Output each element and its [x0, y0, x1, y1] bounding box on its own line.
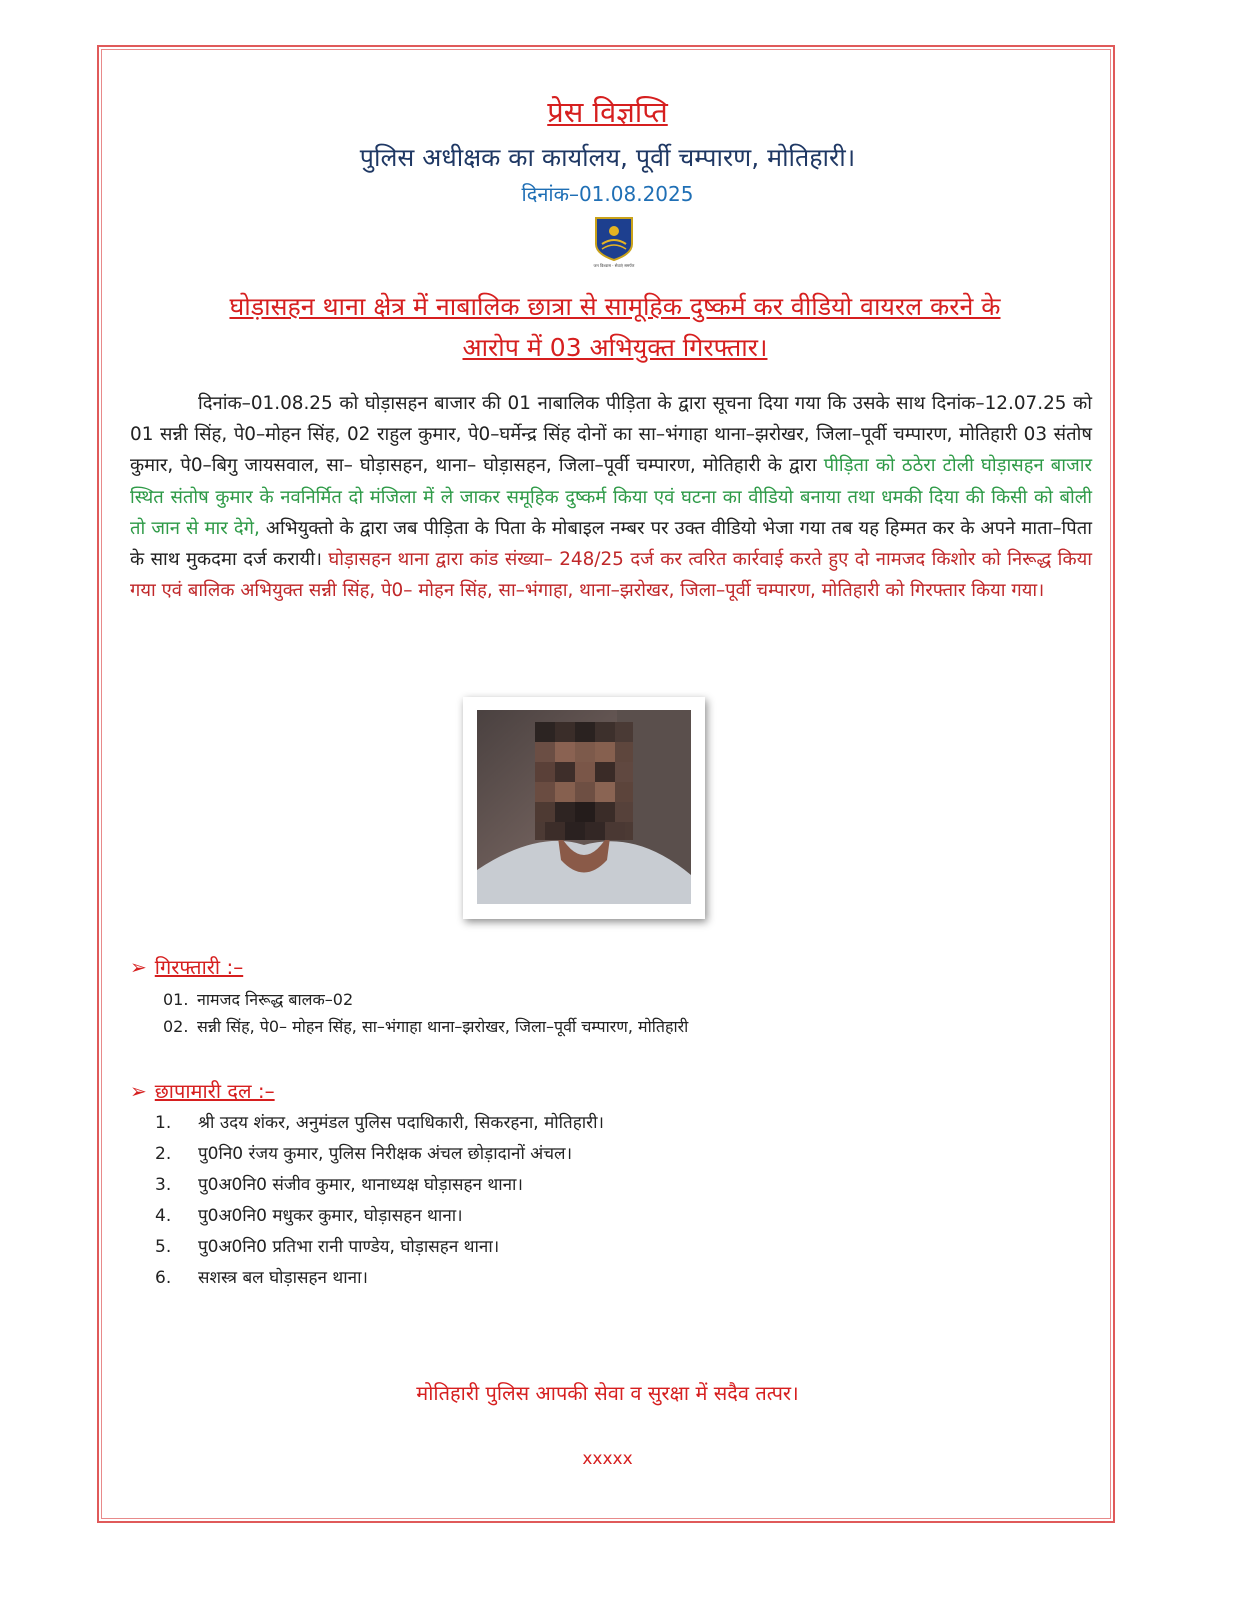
headline-line-1: घोड़ासहन थाना क्षेत्र में नाबालिक छात्रा से सामूहिक दुष्कर्म कर वीडियो वायरल करने के	[229, 292, 1001, 321]
raid-team-section-heading: ➢ छापामारी दल :–	[130, 1079, 275, 1103]
list-item: 02. सन्नी सिंह, पे0– मोहन सिंह, सा–भंगाहा थाना–झरोखर, जिला–पूर्वी चम्पारण, मोतिहारी	[163, 1017, 689, 1036]
headline	[130, 286, 1100, 368]
arrest-list	[163, 986, 688, 1040]
headline-line-2: आरोप में 03 अभियुक्त गिरफ्तार।	[462, 333, 768, 362]
arrow-bullet-icon: ➢	[130, 955, 147, 979]
raid-team-list	[155, 1108, 604, 1294]
body-part-1: दिनांक–01.08.25 को घोड़ासहन बाजार की 01 नाबालिक पीड़िता के द्वारा सूचना दिया गया कि उसके साथ दिनांक–12.07.25 को 01 सन्नी सिंह, पे0–मोहन सिंह, 02 राहुल कुमार, पे0–घर्मेन्द्र सिंह दोनों का सा–भंगाहा थाना–झरोखर, जिला–पूर्वी चम्पारण, मोतिहारी 03 संतोष कुमार, पे0–बिगु जायसवाल, सा– घोड़ासहन, थाना– घोड़ासहन, जिला–पूर्वी चम्पारण, मोतिहारी के द्वारा	[130, 393, 1092, 477]
arrest-section-heading: ➢ गिरफ्तारी :–	[130, 955, 244, 979]
list-item: 1. श्री उदय शंकर, अनुमंडल पुलिस पदाधिकारी, सिकरहना, मोतिहारी।	[155, 1113, 604, 1133]
list-item: 4. पु0अ0नि0 मधुकर कुमार, घोड़ासहन थाना।	[155, 1206, 463, 1226]
accused-photo	[463, 697, 705, 919]
body-part-4: घोड़ासहन थाना द्वारा कांड संख्या– 248/25 दर्ज कर त्वरित कार्रवाई करते हुए दो नामजद किशोर को निरूद्ध किया गया एवं बालिक अभियुक्त सन्नी सिंह, पे0– मोहन सिंह, सा–भंगाहा, थाना–झरोखर, जिला–पूर्वी चम्पारण, मोतिहारी को गिरफ्तार किया गया।	[130, 549, 1092, 602]
blurred-face-image	[477, 710, 691, 904]
footer-slogan: मोतिहारी पुलिस आपकी सेवा व सुरक्षा में सदैव तत्पर।	[416, 1381, 799, 1405]
list-item: 2. पु0नि0 रंजय कुमार, पुलिस निरीक्षक अंचल छोड़ादानों अंचल।	[155, 1144, 573, 1164]
arrow-bullet-icon: ➢	[130, 1079, 147, 1103]
press-release-title: प्रेस विज्ञप्ति	[547, 95, 668, 129]
body-part-3: अभियुक्तो के द्वारा जब पीड़िता के पिता के मोबाइल नम्बर पर उक्त वीडियो भेजा गया तब यह हिम्मत कर के अपने माता–पिता के साथ मुकदमा दर्ज करायी।	[130, 517, 1092, 571]
office-name: पुलिस अधीक्षक का कार्यालय, पूर्वी चम्पारण, मोतिहारी।	[359, 143, 856, 172]
end-mark: xxxxx	[582, 1449, 633, 1469]
release-date: दिनांक–01.08.2025	[521, 182, 694, 206]
body-paragraph	[130, 388, 1092, 606]
list-item: 3. पु0अ0नि0 संजीव कुमार, थानाध्यक्ष घोड़ासहन थाना।	[155, 1175, 523, 1195]
emblem-motto: जन विश्वास · सेवाएं समर्पण	[593, 263, 635, 268]
body-part-2: पीड़िता को ठठेरा टोली घोड़ासहन बाजार स्थित संतोष कुमार के नवनिर्मित दो मंजिला में ले जाकर समूहिक दुष्कर्म किया एवं घटना का वीडियो बनाया तथा धमकी दिया की किसी को बोली तो जान से मार देगे,	[130, 455, 1092, 539]
bihar-police-emblem	[584, 214, 644, 272]
list-item: 6. सशस्त्र बल घोड़ासहन थाना।	[155, 1268, 368, 1288]
list-item: 5. पु0अ0नि0 प्रतिभा रानी पाण्डेय, घोड़ासहन थाना।	[155, 1237, 500, 1257]
list-item: 01. नामजद निरूद्ध बालक–02	[163, 990, 354, 1009]
